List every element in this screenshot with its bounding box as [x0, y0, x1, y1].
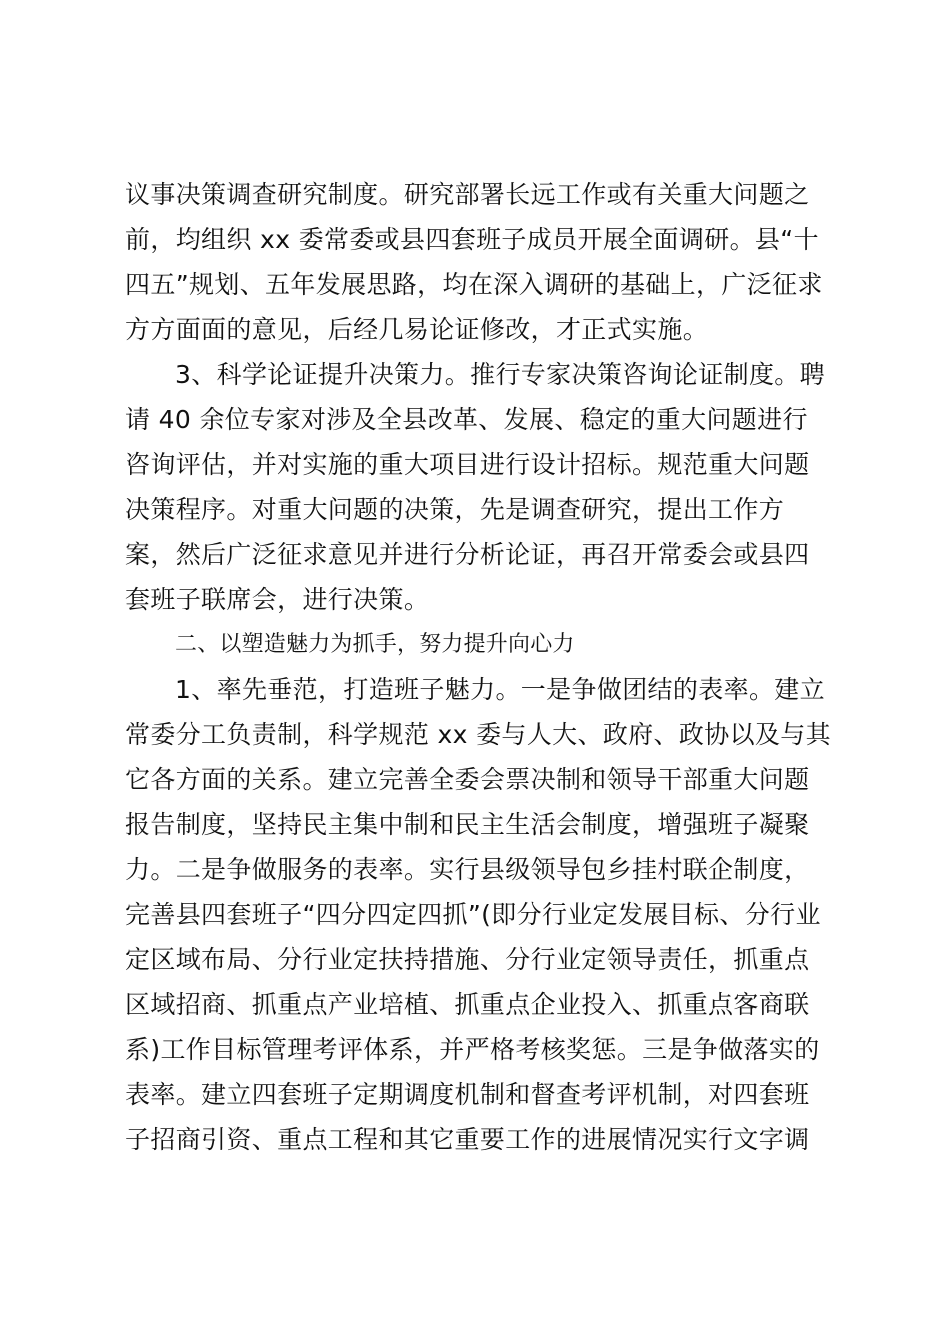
text-line: 力。二是争做服务的表率。实行县级领导包乡挂村联企制度，: [125, 855, 810, 884]
text-line: 子招商引资、重点工程和其它重要工作的进展情况实行文字调: [125, 1125, 810, 1154]
text-line: 3、科学论证提升决策力。推行专家决策咨询论证制度。聘: [175, 360, 826, 389]
text-line: 1、率先垂范，打造班子魅力。一是争做团结的表率。建立: [175, 675, 826, 704]
text-line: 请 40 余位专家对涉及全县改革、发展、稳定的重大问题进行: [125, 405, 808, 434]
text-line: 案，然后广泛征求意见并进行分析论证，再召开常委会或县四: [125, 540, 810, 569]
text-line: 系)工作目标管理考评体系，并严格考核奖惩。三是争做落实的: [125, 1035, 820, 1064]
text-line: 前，均组织 xx 委常委或县四套班子成员开展全面调研。县“十: [125, 225, 819, 254]
text-line: 套班子联席会，进行决策。: [125, 585, 430, 614]
text-line: 方方面面的意见，后经几易论证修改，才正式实施。: [125, 315, 709, 344]
text-line: 定区域布局、分行业定扶持措施、分行业定领导责任，抓重点: [125, 945, 810, 974]
text-line: 表率。建立四套班子定期调度机制和督查考评机制，对四套班: [125, 1080, 810, 1109]
text-line: 完善县四套班子“四分四定四抓”(即分行业定发展目标、分行业: [125, 900, 821, 929]
text-line: 议事决策调查研究制度。研究部署长远工作或有关重大问题之: [125, 180, 810, 209]
text-line: 区域招商、抓重点产业培植、抓重点企业投入、抓重点客商联: [125, 990, 810, 1019]
text-line: 它各方面的关系。建立完善全委会票决制和领导干部重大问题: [125, 765, 810, 794]
body-text: [125, 172, 845, 1162]
text-line: 报告制度，坚持民主集中制和民主生活会制度，增强班子凝聚: [125, 810, 810, 839]
text-line: 四五”规划、五年发展思路，均在深入调研的基础上，广泛征求: [125, 270, 823, 299]
text-line: 决策程序。对重大问题的决策，先是调查研究，提出工作方: [125, 495, 785, 524]
text-line: 咨询评估，并对实施的重大项目进行设计招标。规范重大问题: [125, 450, 810, 479]
text-line: 常委分工负责制，科学规范 xx 委与人大、政府、政协以及与其: [125, 720, 831, 749]
section-heading: 二、以塑造魅力为抓手，努力提升向心力: [175, 632, 575, 657]
